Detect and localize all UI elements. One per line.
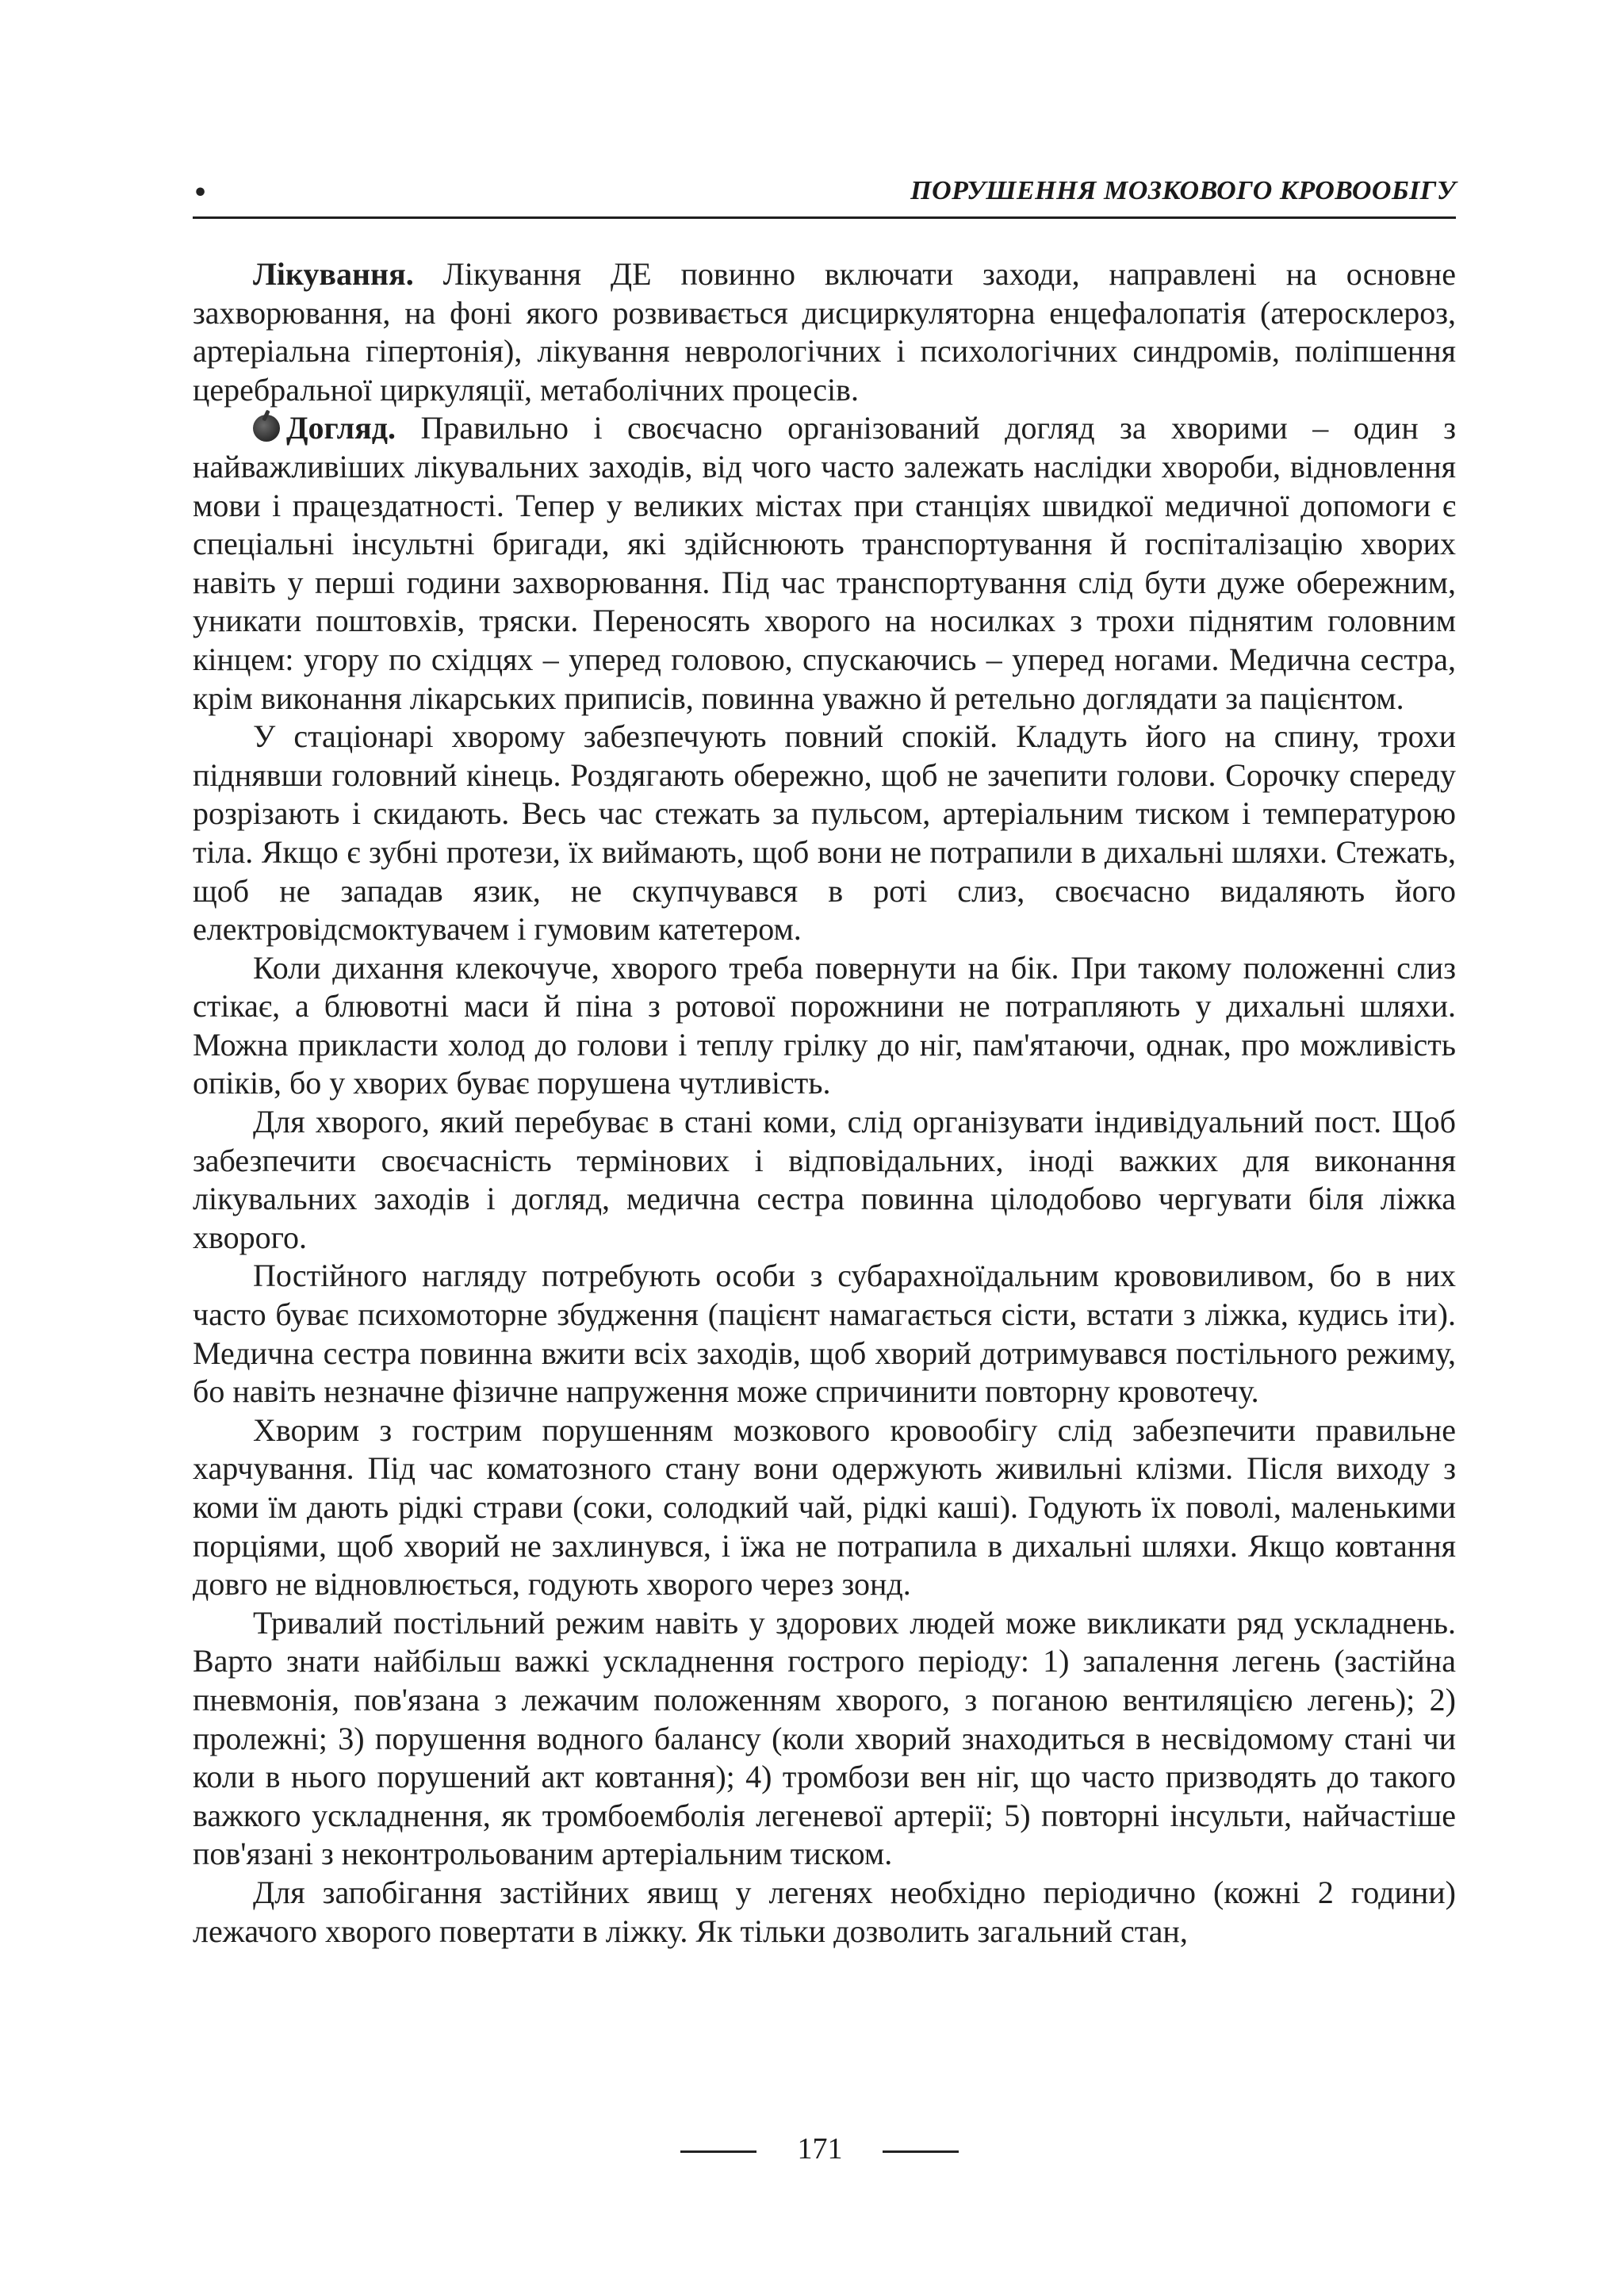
paragraph: Для хворого, який перебуває в стані коми, слід організувати індивідуальний пост. Щоб забезпечити своєчасність термінових і відповідальних, іноді важких для виконання лікувальних заходів і догляд, медична сестра повинна цілодобово чергувати біля ліжка хворого.	[193, 1104, 1456, 1255]
paragraph-care	[193, 409, 1456, 718]
footer-rule-right	[883, 2150, 959, 2153]
running-head: ПОРУШЕННЯ МОЗКОВОГО КРОВООБІГУ	[910, 176, 1456, 205]
paragraph-heading-treatment: Лікування.	[253, 256, 414, 292]
paragraph: Постійного нагляду потребують особи з субарахноїдальним крововиливом, бо в них часто буває психомоторне збудження (пацієнт намагається сісти, встати з ліжка, кудись іти). Медична сестра повинна вжити всіх заходів, щоб хворий дотримувався постільного режиму, бо навіть незначне фізичне напруження може спричинити повторну кровотечу.	[193, 1258, 1456, 1410]
paragraph: Коли дихання клекочуче, хворого треба повернути на бік. При такому положенні слиз стікає, а блювотні маси й піна з ротової порожнини не потрапляють у дихальні шляхи. Можна прикласти холод до голови і теплу грілку до ніг, пам'ятаючи, однак, про можливість опіків, бо у хворих буває порушена чутливість.	[193, 949, 1456, 1101]
body-text	[193, 255, 1456, 1951]
header-bullet: •	[193, 179, 209, 207]
paragraph-text: Лікування ДЕ повинно включати заходи, направлені на основне захворювання, на фоні якого розвивається дисциркуляторна енцефалопатія (атеросклероз, артеріальна гіпертонія), лікування неврологічних і психологічних синдромів, поліпшення церебральної циркуляції, метаболічних процесів.	[193, 256, 1456, 408]
care-icon	[253, 415, 280, 442]
page-header	[193, 176, 1456, 217]
footer-rule-left	[680, 2150, 756, 2153]
paragraph: У стаціонарі хворому забезпечують повний спокій. Кладуть його на спину, трохи піднявши головний кінець. Роздягають обережно, щоб не зачепити голови. Сорочку спереду розрізають і скидають. Весь час стежать за пульсом, артеріальним тиском і температурою тіла. Якщо є зубні протези, їх виймають, щоб вони не потрапили в дихальні шляхи. Стежать, щоб не западав язик, не скупчувався в роті слиз, своєчасно видаляють його електровідсмоктувачем і гумовим катетером.	[193, 718, 1456, 948]
header-rule	[193, 216, 1456, 219]
paragraph: Тривалий постільний режим навіть у здорових людей може викликати ряд ускладнень. Варто знати найбільш важкі ускладнення гострого періоду: 1) запалення легень (застійна пневмонія, пов'язана з лежачим положенням хворого, з поганою вентиляцією легень); 2) пролежні; 3) порушення водного балансу (коли хворий знаходиться в несвідомому стані чи коли в нього порушений акт ковтання); 4) тромбози вен ніг, що часто призводять до такого важкого ускладнення, як тромбоемболія легеневої артерії; 5) повторні інсульти, найчастіше пов'язані з неконтрольованим артеріальним тиском.	[193, 1604, 1456, 1872]
paragraph: Для запобігання застійних явищ у легенях необхідно періодично (кожні 2 години) лежачого хворого повертати в ліжку. Як тільки дозволить загальний стан,	[193, 1874, 1456, 1949]
page-footer	[0, 2131, 1624, 2171]
paragraph: Хворим з гострим порушенням мозкового кровообігу слід забезпечити правильне харчування. Під час коматозного стану вони одержують живильні клізми. Після виходу з коми їм дають рідкі страви (соки, солодкий чай, рідкі каші). Годують їх поволі, маленькими порціями, щоб хворий не захлинувся, і їжа не потрапила в дихальні шляхи. Якщо ковтання довго не відновлюється, годують хворого через зонд.	[193, 1411, 1456, 1603]
page-number: 171	[797, 2132, 843, 2166]
paragraph-treatment	[193, 255, 1456, 409]
paragraph-text: Правильно і своєчасно організований догляд за хворими – один з найважливіших лікувальних заходів, від чого часто залежать наслідки хвороби, відновлення мови і працездатності. Тепер у великих містах при станціях швидкої медичної допомоги є спеціальні інсультні бригади, які здійснюють транспортування й госпіталізацію хворих навіть у перші години захворювання. Під час транспортування слід бути дуже обережним, уникати поштовхів, тряски. Переносять хворого на носилках з трохи піднятим головним кінцем: угору по східцях – уперед головою, спускаючись – уперед ногами. Медична сестра, крім виконання лікарських приписів, повинна уважно й ретельно доглядати за пацієнтом.	[193, 410, 1456, 716]
paragraph-heading-care: Догляд.	[286, 410, 396, 446]
